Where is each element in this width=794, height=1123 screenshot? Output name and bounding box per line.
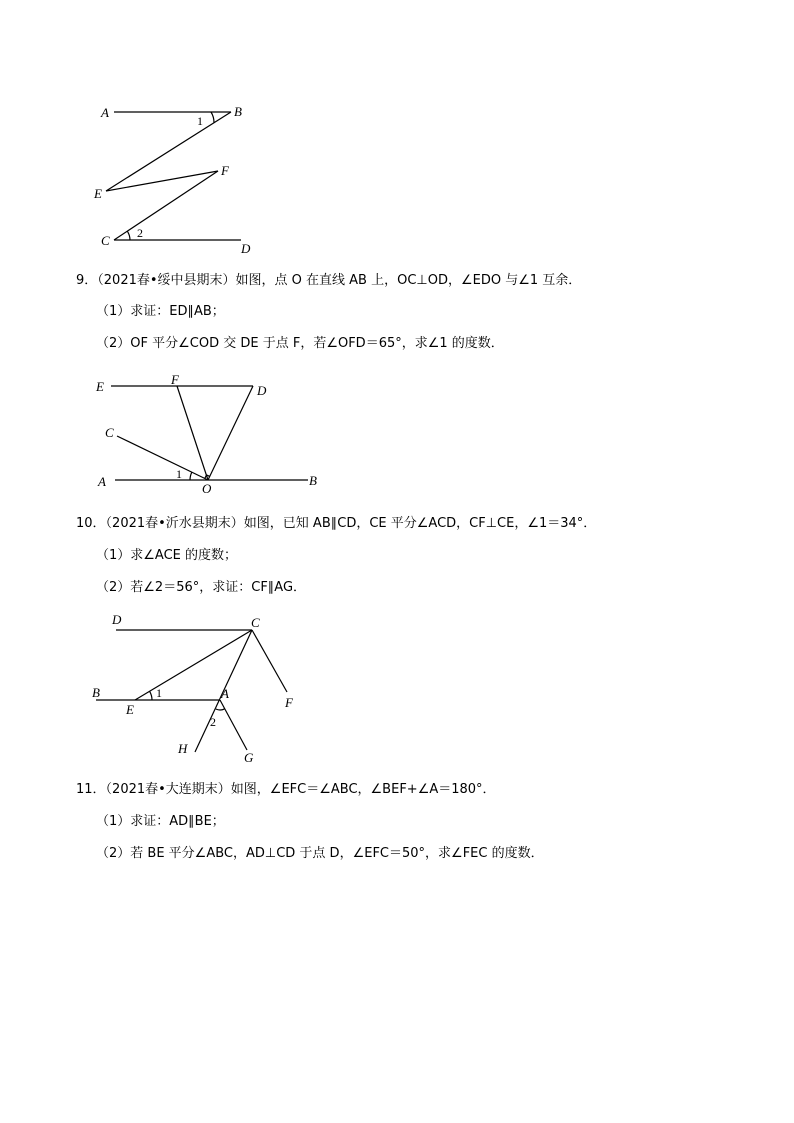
figure-q8-svg — [90, 100, 270, 260]
q9-title: 9．（2021春•绥中县期末）如图，点 O 在直线 AB 上，OC⊥OD，∠EDO 与∠1 互余． — [76, 273, 582, 288]
label-e: E — [94, 186, 102, 201]
label-d: D — [257, 383, 267, 398]
label-angle-1: 1 — [156, 686, 162, 700]
figure-q9 — [90, 370, 330, 495]
label-a: A — [98, 474, 106, 489]
label-e: E — [126, 702, 134, 717]
label-angle-1: 1 — [176, 467, 182, 481]
q10-title: 10．（2021春•沂水县期末）如图，已知 AB∥CD，CE 平分∠ACD，CF⊥CE，∠1＝34°． — [76, 516, 597, 531]
label-angle-2: 2 — [210, 715, 216, 729]
line-ag — [220, 700, 247, 750]
label-a: A — [221, 686, 229, 701]
label-o: O — [202, 481, 212, 496]
angle-2-arc — [216, 709, 225, 710]
label-f: F — [221, 163, 229, 178]
q11-part1: （1）求证：AD∥BE； — [96, 814, 225, 829]
line-ce — [135, 630, 252, 700]
label-g: G — [244, 750, 254, 765]
label-d: D — [241, 241, 251, 256]
figure-q9-svg — [90, 370, 330, 495]
label-f: F — [285, 695, 293, 710]
q9-part1: （1）求证：ED∥AB； — [96, 304, 225, 319]
figure-q10-svg — [90, 610, 310, 770]
angle-2-arc — [127, 231, 130, 240]
figure-q10 — [90, 610, 310, 770]
line-be — [106, 112, 231, 191]
line-oc — [117, 436, 208, 480]
label-c: C — [101, 233, 110, 248]
label-b: B — [234, 104, 242, 119]
label-h: H — [178, 741, 188, 756]
label-d: D — [112, 612, 122, 627]
angle-1-arc — [211, 112, 214, 123]
label-f: F — [171, 372, 179, 387]
label-c: C — [251, 615, 260, 630]
label-a: A — [101, 105, 109, 120]
label-b: B — [309, 473, 317, 488]
q11-title: 11．（2021春•大连期末）如图，∠EFC＝∠ABC，∠BEF+∠A＝180°． — [76, 782, 496, 797]
line-od — [208, 386, 253, 480]
angle-1-arc — [150, 691, 152, 700]
q9-part2: （2）OF 平分∠COD 交 DE 于点 F，若∠OFD＝65°，求∠1 的度数． — [96, 336, 504, 351]
q11-part2: （2）若 BE 平分∠ABC，AD⊥CD 于点 D，∠EFC＝50°，求∠FEC 的度数． — [96, 846, 544, 861]
line-fc — [114, 171, 218, 240]
line-of — [177, 386, 208, 480]
angle-1-arc — [190, 472, 192, 480]
figure-q8 — [90, 100, 270, 260]
label-e: E — [96, 379, 104, 394]
q10-part1: （1）求∠ACE 的度数； — [96, 548, 238, 563]
line-cf — [252, 630, 287, 692]
label-angle-1: 1 — [197, 114, 203, 128]
label-b: B — [92, 685, 100, 700]
label-c: C — [105, 425, 114, 440]
q10-part2: （2）若∠2＝56°，求证：CF∥AG． — [96, 580, 307, 595]
label-angle-2: 2 — [137, 226, 143, 240]
